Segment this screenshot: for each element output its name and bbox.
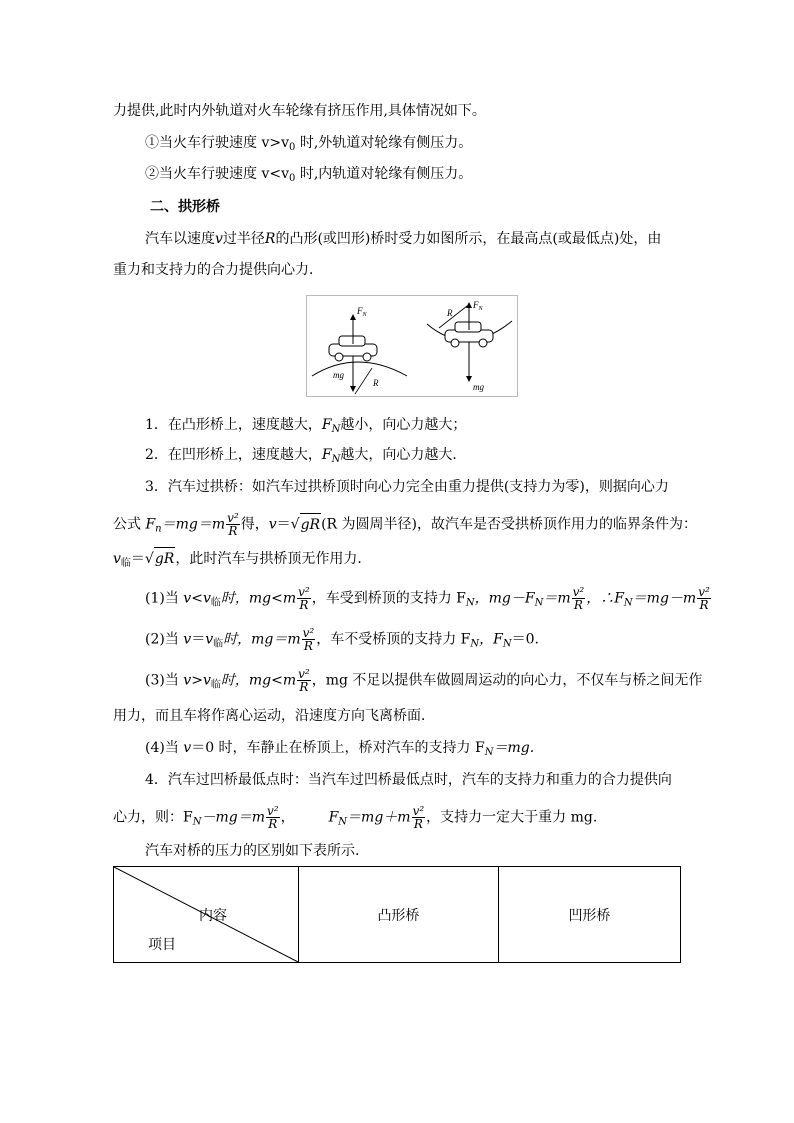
convex-mg-label: mg: [333, 370, 344, 380]
table-header-row: [114, 867, 681, 963]
item-3-line3: $v_临=√gR$，此时汽车与拱桥顶无作用力．: [113, 547, 371, 575]
concave-r-label: R: [447, 308, 453, 318]
bridge-diagram: [307, 296, 517, 396]
item-2: 2．在凹形桥上，速度越大，$F_N$越大，向心力越大．: [145, 447, 467, 465]
item-4-line1: 4．汽车过凹桥最低点时：当汽车过凹桥最低点时，汽车的支持力和重力的合力提供向: [145, 772, 672, 788]
diagonal-header-cell: [114, 867, 299, 963]
sub-4: (4)当 v＝0 时，车静止在桥顶上，桥对汽车的支持力 $F_N=mg$.: [145, 740, 535, 758]
item-4-line2: 心力，则：$F_N-mg=m$ $\frac{\text{v²}}{R}$ ， $F_N=mg+m$ $\frac{\text{v²}}{R}$ ，支持力一定大于重力 mg.: [113, 804, 598, 831]
para1-line1: 汽车以速度v过半径R的凸形(或凹形)桥时受力如图所示，在最高点(或最低点)处，由: [145, 231, 662, 247]
header-content-label: 内容: [199, 908, 227, 924]
concave-fn-label: $F_N$: [473, 300, 483, 312]
case-2: ②当火车行驶速度 $v<v_0$ 时,内轨道对轮缘有侧压力。: [145, 166, 473, 184]
item-3-line2: 公式 $F_n=mg=m$ $\frac{\text{v²}}{R}$ 得，v＝√gR(R 为圆周半径)，故汽车是否受拱桥顶作用力的临界条件为：: [113, 511, 698, 538]
bridge-figure: [306, 295, 518, 397]
convex-fn-label: $F_N$: [357, 306, 367, 318]
intro-line: 力提供,此时内外轨道对火车轮缘有挤压作用,具体情况如下。: [113, 103, 486, 119]
convex-r-label: R: [373, 378, 379, 388]
sub-3-line1: (3)当 $v>v_临$时，mg<m $\frac{\text{v²}}{R}$ ，mg 不足以提供车做圆周运动的向心力，不仅车与桥之间无作: [145, 667, 703, 694]
header-concave: 凹形桥: [498, 867, 680, 963]
header-item-label: 项目: [148, 937, 176, 953]
item-3-line1: 3．汽车过拱桥：如汽车过拱桥顶时向心力完全由重力提供(支持力为零)，则据向心力: [145, 479, 669, 495]
table-intro: 汽车对桥的压力的区别如下表所示.: [145, 843, 360, 859]
sub-3-line2: 用力，而且车将作离心运动，沿速度方向飞离桥面．: [113, 708, 435, 724]
case-1: ①当火车行驶速度 $v>v_0$ 时,外轨道对轮缘有侧压力。: [145, 135, 473, 153]
concave-mg-label: mg: [473, 382, 484, 392]
sub-1: (1)当 $v<v_临$时，mg<m $\frac{\text{v²}}{R}$ ，车受到桥顶的支持力 $F_N$，$mg-F_N=m$ $\frac{\text{v²}}{R}$ ，$\therefore F_N=mg-m$ $\frac{\text{v²}}{R}$: [145, 585, 710, 612]
convex-bridge-arc: [312, 362, 407, 376]
sub-2: (2)当 $v=v_临$时，mg＝m $\frac{\text{v²}}{R}$ ，车不受桥顶的支持力 $F_N$，$F_N=0$.: [145, 626, 539, 653]
para1-line2: 重力和支持力的合力提供向心力．: [113, 262, 323, 278]
header-convex: 凸形桥: [299, 867, 499, 963]
item-1: 1．在凸形桥上，速度越大，$F_N$越小，向心力越大；: [145, 417, 467, 435]
comparison-table: [113, 866, 681, 963]
section-heading: 二、拱形桥: [150, 199, 220, 215]
convex-radius-line: [355, 368, 372, 394]
